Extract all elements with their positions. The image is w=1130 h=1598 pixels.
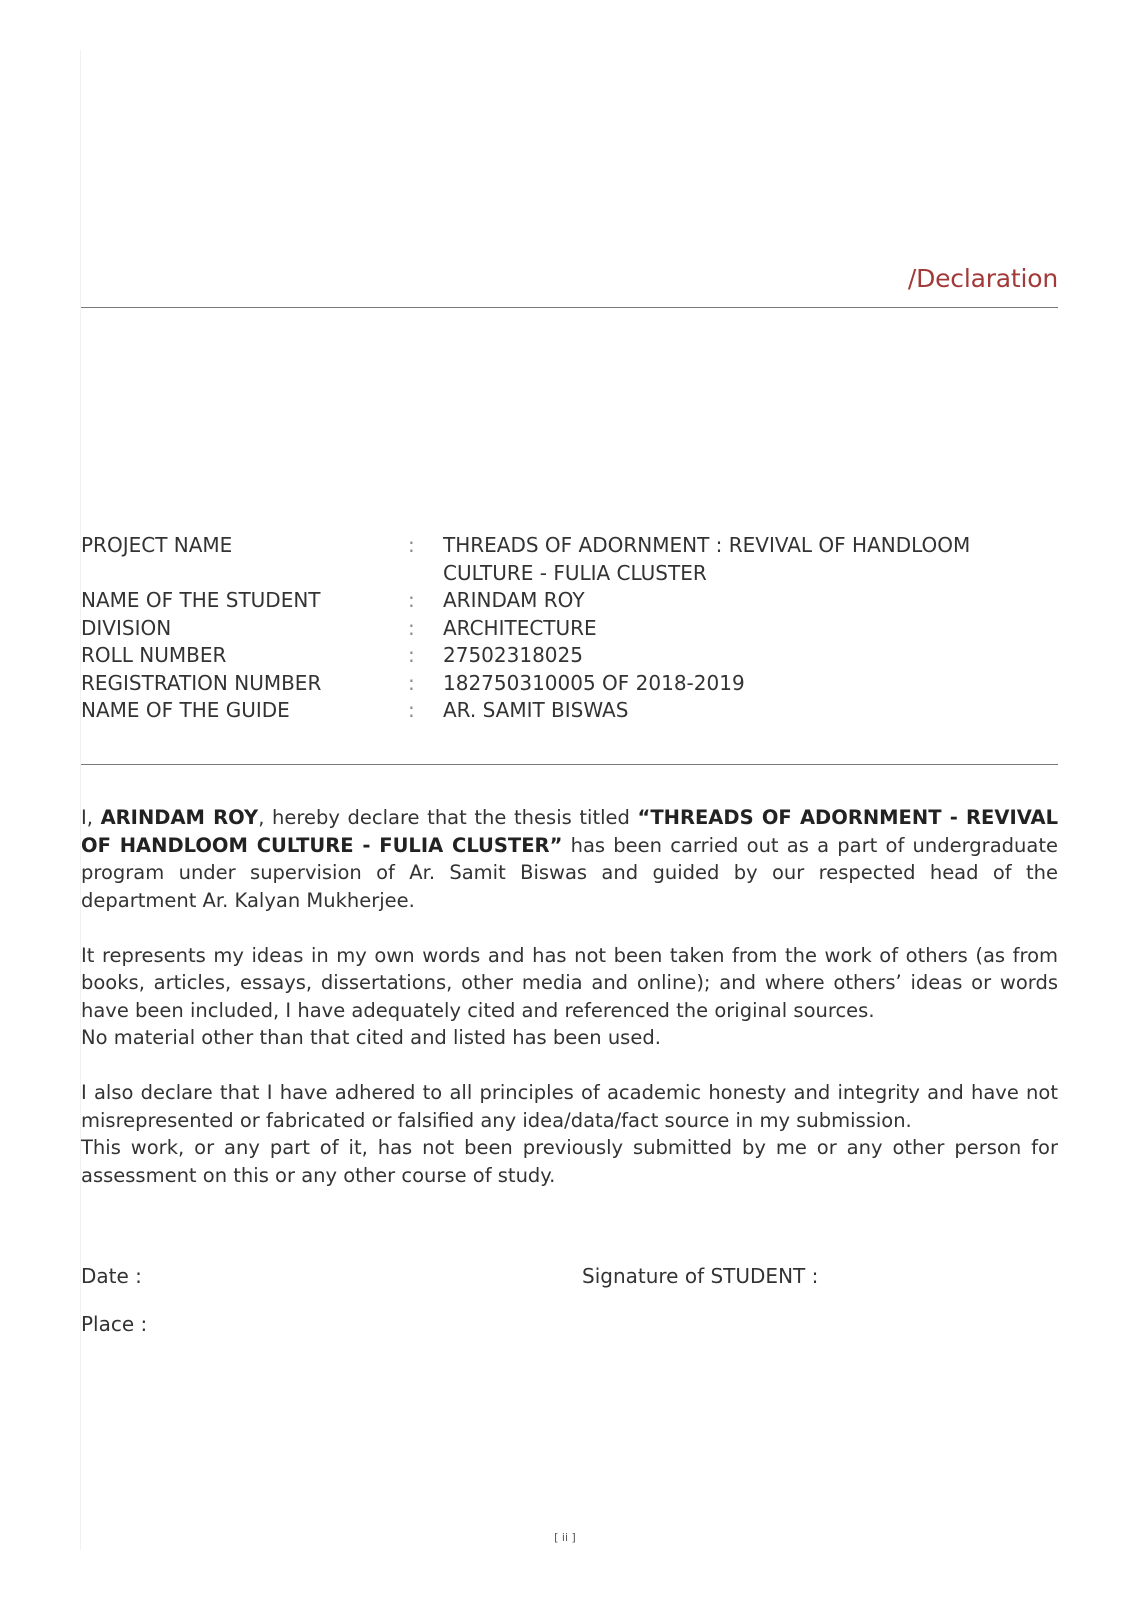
detail-colon: : [408, 698, 415, 722]
detail-value: ARINDAM ROY [443, 588, 585, 612]
declaration-paragraph [81, 804, 1058, 914]
details-divider [81, 764, 1058, 765]
detail-colon: : [408, 643, 415, 667]
declaration-mid: , hereby declare that the thesis titled [258, 806, 638, 829]
detail-label: PROJECT NAME [81, 533, 233, 557]
detail-colon: : [408, 670, 415, 695]
detail-label: NAME OF THE STUDENT [81, 588, 321, 612]
detail-value-line: CULTURE - FULIA CLUSTER [443, 560, 707, 585]
detail-row-roll-number [81, 642, 1061, 670]
page-number: [ ii ] [554, 1531, 576, 1544]
detail-colon: : [408, 588, 415, 612]
project-details [81, 532, 1061, 725]
originality-paragraph: It represents my ideas in my own words and has not been taken from the work of others (as from books, articles, essays, dissertations, other media and online); and where others’ ideas or words have been included, I have adequately cited and referenced the original sources. [81, 943, 1058, 1022]
detail-row-student-name [81, 587, 1061, 615]
detail-label: NAME OF THE GUIDE [81, 698, 290, 722]
detail-colon: : [408, 533, 415, 557]
detail-row-registration-number [81, 670, 1061, 698]
detail-value: 27502318025 [443, 643, 583, 667]
detail-label: ROLL NUMBER [81, 643, 227, 667]
declaration-suffix: has been carried out as a part of undergraduate program under supervision of Ar. Samit Biswas and guided by our respected head of the department Ar. Kalyan Mukherjee. [81, 833, 1058, 912]
student-name: ARINDAM ROY [100, 806, 259, 829]
detail-value: AR. SAMIT BISWAS [443, 698, 629, 722]
declaration-text [81, 804, 1058, 1217]
detail-colon: : [408, 615, 415, 640]
signature-label: Signature of STUDENT : [582, 1264, 819, 1288]
date-label: Date : [81, 1264, 142, 1288]
detail-row-division [81, 615, 1061, 643]
declaration-prefix: I, [81, 806, 101, 829]
detail-row-project-name [81, 532, 1061, 587]
detail-value-line: THREADS OF ADORNMENT : REVIVAL OF HANDLOOM [443, 533, 971, 557]
material-statement: No material other than that cited and listed has been used. [81, 1026, 661, 1049]
place-label: Place : [81, 1312, 148, 1336]
detail-value [443, 532, 1061, 587]
detail-value: ARCHITECTURE [443, 615, 597, 640]
thesis-title: “THREADS OF ADORNMENT - REVIVAL OF HANDLOOM CULTURE - FULIA CLUSTER” [81, 806, 1058, 857]
integrity-paragraph: I also declare that I have adhered to all principles of academic honesty and integrity and have not misrepresented or fabricated or falsified any idea/data/fact source in my submission. [81, 1081, 1058, 1132]
submission-paragraph: This work, or any part of it, has not been previously submitted by me or any other person for assessment on this or any other course of study. [81, 1136, 1058, 1187]
page-heading: /Declaration [907, 264, 1058, 293]
detail-label: DIVISION [81, 615, 172, 640]
heading-divider [81, 307, 1058, 308]
detail-label: REGISTRATION NUMBER [81, 670, 322, 695]
detail-row-guide-name [81, 697, 1061, 725]
detail-value: 182750310005 OF 2018-2019 [443, 670, 745, 695]
